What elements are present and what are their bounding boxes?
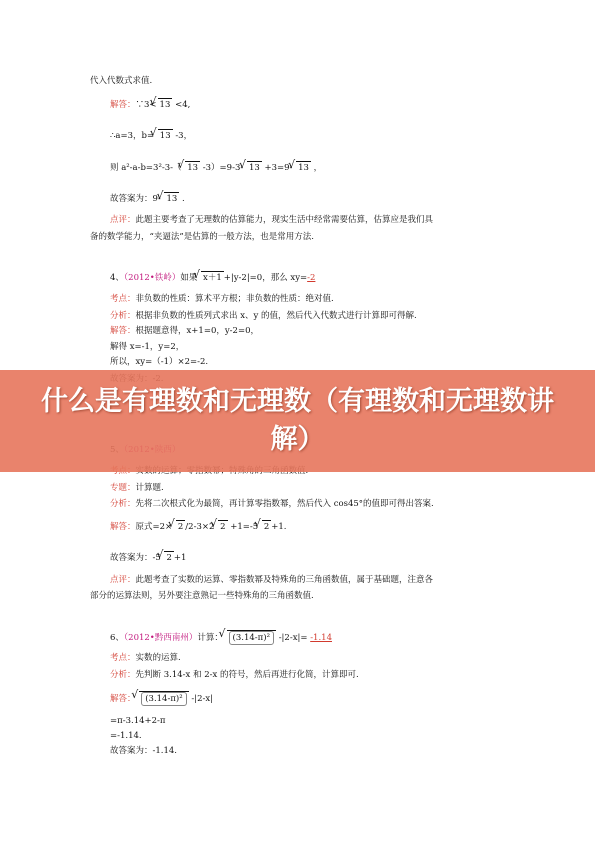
- q4-line-2: 所以，xy=（-1）×2=-2.: [110, 357, 209, 367]
- q5-jieda: 解答：原式=2× √ 2 /2-3×2 √ 2 +1=-5 √ 2 +1.: [110, 520, 287, 533]
- q5-dianping-2: 部分的运算法则，另外要注意熟记一些特殊角的三角函数值.: [90, 591, 314, 601]
- q6-kaodian: 考点：实数的运算.: [110, 653, 181, 663]
- p1-solution-line: 解答：∵3<√ 13 <4,: [110, 98, 190, 111]
- q5-answer: 故答案为：-5 √ 2 +1: [110, 551, 186, 564]
- q4-kaodian: 考点：非负数的性质：算术平方根；非负数的性质：绝对值.: [110, 294, 334, 304]
- q4-question: 4、（2012•铁岭）如果 √ x＋1 +|y-2|=0，那么 xy=-2: [110, 271, 315, 284]
- intro-line: 代入代数式求值.: [90, 76, 153, 86]
- q4-fenxi: 分析：根据非负数的性质列式求出 x、y 的值，然后代入代数式进行计算即可得解.: [110, 311, 417, 321]
- q4-line-1: 解得 x=-1，y=2，: [110, 342, 185, 352]
- banner-title: 什么是有理数和无理数（有理数和无理数讲解）: [41, 386, 554, 455]
- p1-comment-line-1: 点评：此题主要考查了无理数的估算能力，现实生活中经常需要估算，估算应是我们具: [110, 215, 434, 225]
- q4-jieda: 解答：根据题意得，x+1=0，y-2=0，: [110, 326, 259, 336]
- q6-answer: 故答案为：-1.14.: [110, 746, 178, 756]
- q6-line-2: =-1.14.: [110, 731, 142, 741]
- q5-dianping-1: 点评：此题考查了实数的运算、零指数幂及特殊角的三角函数值，属于基础题，注意各: [110, 575, 434, 585]
- p1-calc-line: 则 a²-a-b=3²-3-（ √ 13 -3）=9-3- √ 13 +3=9- √ 13 ，: [110, 161, 322, 174]
- q6-line-1: =π-3.14+2-π: [110, 716, 166, 726]
- q6-question: 6、（2012•黔西南州）计算： √ (3.14-π)² -|2-x|= -1.14: [110, 630, 332, 645]
- p1-ab-line: ∴a=3，b= √ 13 -3，: [110, 129, 192, 142]
- q5-fenxi: 分析：先将二次根式化为最简，再计算零指数幂，然后代入 cos45°的值即可得出答案.: [110, 499, 434, 509]
- q5-zhuanti: 专题：计算题.: [110, 483, 164, 493]
- p1-answer-line: 故答案为：9- √ 13 .: [110, 192, 185, 205]
- title-banner: [0, 370, 595, 472]
- q6-fenxi: 分析：先判断 3.14-x 和 2-x 的符号，然后再进行化简，计算即可.: [110, 670, 359, 680]
- q6-jieda: 解答： √ (3.14-π)² -|2-x|: [110, 691, 213, 706]
- p1-comment-line-2: 备的数学能力，“夹逼法”是估算的一般方法，也是常用方法.: [90, 232, 314, 242]
